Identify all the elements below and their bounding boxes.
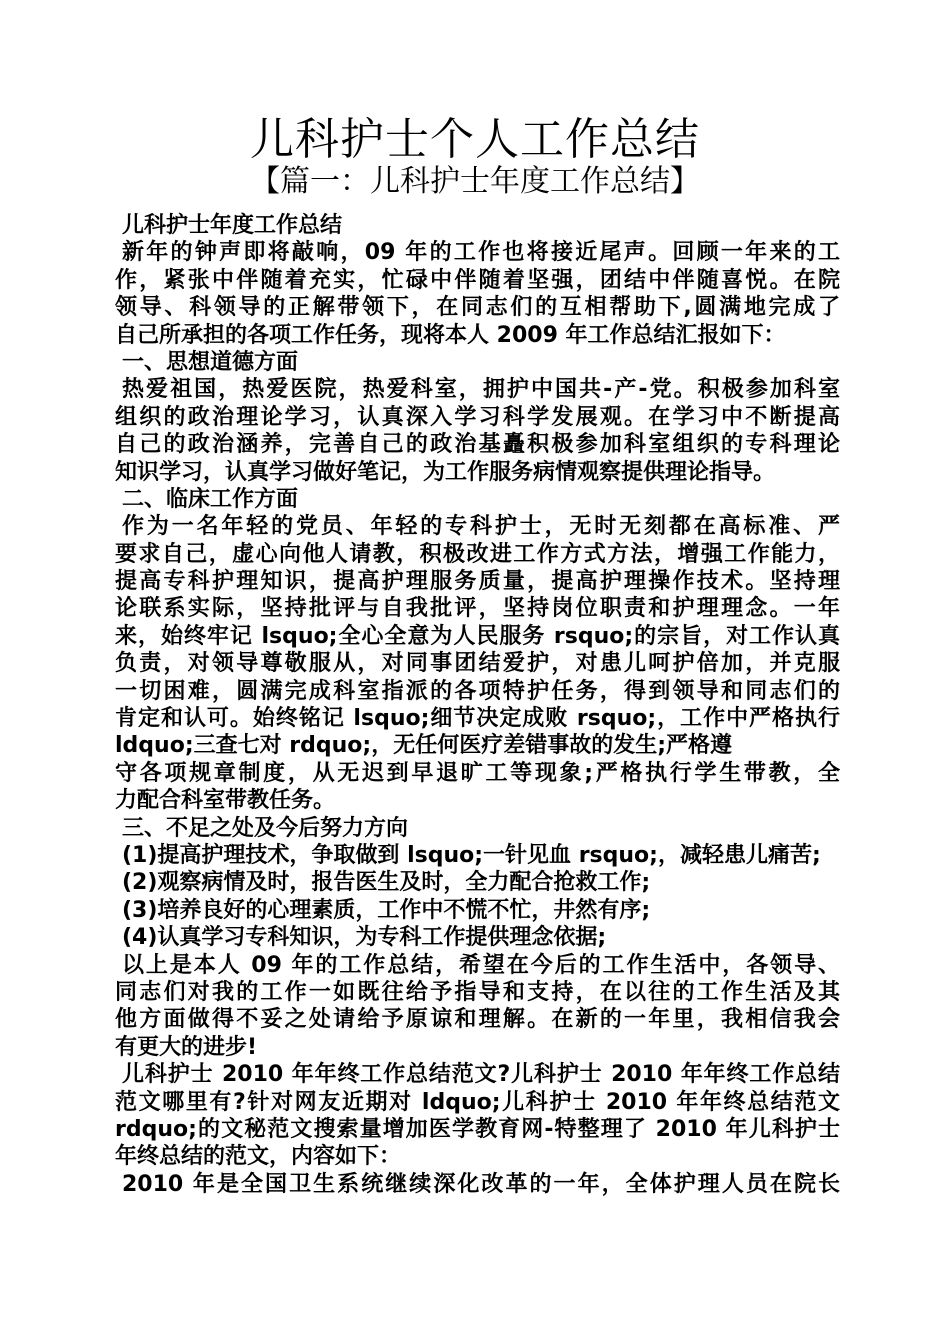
document-title: 儿科护士个人工作总结 bbox=[250, 114, 700, 165]
body-line: 要求自己，虚心向他人请教，积极改进工作方式方法，增强工作能力， bbox=[115, 541, 840, 567]
body-line: 三、不足之处及今后努力方向 bbox=[122, 815, 409, 841]
body-line: 知识学习，认真学习做好笔记，为工作服务病情观察提供理论指导。 bbox=[115, 459, 776, 485]
document-subtitle: 【篇一：儿科护士年度工作总结】 bbox=[250, 164, 700, 199]
body-line: 自己的政治涵养，完善自己的政治基矗积极参加科室组织的专科理论 bbox=[115, 432, 840, 458]
body-line: 领导、科领导的正解带领下，在同志们的互相帮助下,圆满地完成了 bbox=[115, 295, 840, 321]
body-line: 范文哪里有?针对网友近期对 ldquo;儿科护士 2010 年年终总结范文 bbox=[115, 1089, 840, 1115]
body-line: 提高专科护理知识，提高护理服务质量，提高护理操作技术。坚持理 bbox=[115, 569, 840, 595]
body-line: (3)培养良好的心理素质，工作中不慌不忙，井然有序; bbox=[122, 897, 651, 923]
body-line: rdquo;的文秘范文搜索量增加医学教育网-特整理了 2010 年儿科护士 bbox=[115, 1116, 840, 1142]
body-line: 肯定和认可。始终铭记 lsquo;细节决定成败 rsquo;，工作中严格执行 bbox=[115, 706, 840, 732]
body-line: 他方面做得不妥之处请给予原谅和理解。在新的一年里，我相信我会 bbox=[115, 1007, 840, 1033]
body-line: 组织的政治理论学习，认真深入学习科学发展观。在学习中不断提高 bbox=[115, 404, 840, 430]
body-line: 以上是本人 09 年的工作总结，希望在今后的工作生活中，各领导、 bbox=[122, 952, 840, 978]
body-line: 2010 年是全国卫生系统继续深化改革的一年，全体护理人员在院长 bbox=[122, 1171, 840, 1197]
body-line: 一、思想道德方面 bbox=[122, 349, 299, 375]
body-line: 力配合科室带教任务。 bbox=[115, 788, 336, 814]
document-body bbox=[115, 212, 840, 1198]
body-line: 来，始终牢记 lsquo;全心全意为人民服务 rsquo;的宗旨，对工作认真 bbox=[115, 623, 840, 649]
body-line: 儿科护士 2010 年年终工作总结范文?儿科护士 2010 年年终工作总结 bbox=[122, 1062, 840, 1088]
body-line: ldquo;三查七对 rdquo;，无任何医疗差错事故的发生;严格遵 bbox=[115, 733, 732, 759]
body-line: 热爱祖国，热爱医院，热爱科室，拥护中国共-产-党。积极参加科室 bbox=[122, 377, 840, 403]
body-line: 作，紧张中伴随着充实，忙碌中伴随着坚强，团结中伴随喜悦。在院 bbox=[115, 267, 840, 293]
body-line: 一切困难，圆满完成科室指派的各项特护任务，得到领导和同志们的 bbox=[115, 678, 840, 704]
body-line: 守各项规章制度，从无迟到早退旷工等现象;严格执行学生带教，全 bbox=[115, 760, 840, 786]
body-line: 年终总结的范文，内容如下： bbox=[115, 1144, 402, 1170]
body-line: 自己所承担的各项工作任务，现将本人 2009 年工作总结汇报如下： bbox=[115, 322, 786, 348]
body-line: (4)认真学习专科知识，为专科工作提供理念依据; bbox=[122, 925, 607, 951]
body-line: 同志们对我的工作一如既往给予指导和支持，在以往的工作生活及其 bbox=[115, 979, 840, 1005]
body-line: 负责，对领导尊敬服从，对同事团结爱护，对患儿呵护倍加，并克服 bbox=[115, 651, 840, 677]
body-line: 论联系实际，坚持批评与自我批评，坚持岗位职责和护理理念。一年 bbox=[115, 596, 840, 622]
body-line: 新年的钟声即将敲响，09 年的工作也将接近尾声。回顾一年来的工 bbox=[122, 240, 840, 266]
body-line: 儿科护士年度工作总结 bbox=[122, 213, 343, 238]
body-line: 作为一名年轻的党员、年轻的专科护士，无时无刻都在高标准、严 bbox=[122, 514, 840, 540]
body-line: 二、临床工作方面 bbox=[122, 486, 299, 512]
body-line: (1)提高护理技术，争取做到 lsquo;一针见血 rsquo;，减轻患儿痛苦; bbox=[122, 842, 821, 868]
body-line: (2)观察病情及时，报告医生及时，全力配合抢救工作; bbox=[122, 870, 651, 896]
body-line: 有更大的进步! bbox=[115, 1034, 258, 1060]
